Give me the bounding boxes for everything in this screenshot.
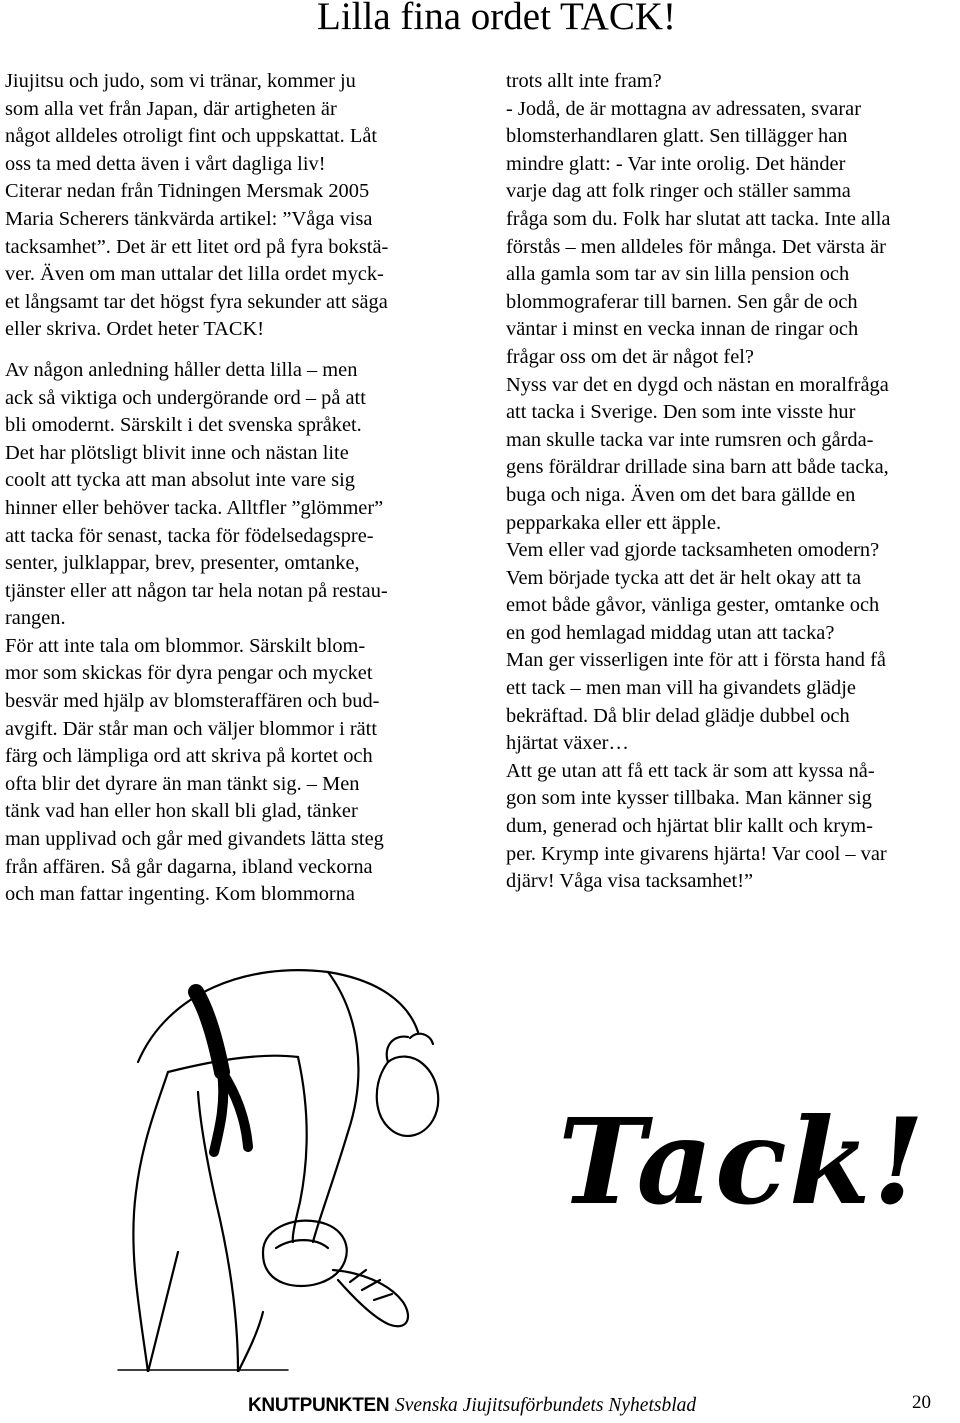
text-line: dum, generad och hjärtat blir kallt och krym-: [506, 815, 873, 838]
text-line: per. Krymp inte givarens hjärta! Var cool – var: [506, 842, 887, 865]
text-line: bekräftad. Då blir delad glädje dubbel och: [506, 704, 850, 727]
text-line: en god hemlagad middag utan att tacka?: [506, 621, 835, 644]
text-line: och man fattar ingenting. Kom blommorna: [5, 883, 355, 906]
text-line: Det har plötsligt blivit inne och nästan lite: [5, 441, 349, 464]
text-line: Att ge utan att få ett tack är som att kyssa nå-: [506, 759, 875, 782]
text-line: man upplivad och går med givandets lätta steg: [5, 828, 384, 851]
page-footer: [0, 1392, 960, 1422]
text-line: Vem började tycka att det är helt okay att ta: [506, 566, 861, 589]
text-line: något alldeles otroligt fint och uppskattat. Låt: [5, 125, 378, 148]
text-line: emot både gåvor, vänliga gester, omtanke och: [506, 594, 880, 617]
text-line: frågar oss om det är något fel?: [506, 345, 754, 368]
article-title: Lilla fina ordet TACK!: [317, 0, 676, 38]
text-line: hjärtat växer…: [506, 732, 629, 755]
text-line: bli omodernt. Särskilt i det svenska språket.: [5, 414, 362, 437]
text-line: ofta blir det dyrare än man tänkt sig. – Men: [5, 772, 360, 795]
text-line: mor som skickas för dyra pengar och mycket: [5, 662, 373, 685]
text-line: oss ta med detta även i vårt dagliga liv!: [5, 152, 326, 175]
text-line: gens föräldrar drillade sina barn att både tacka,: [506, 456, 889, 479]
text-line: blommograferar till barnen. Sen går de och: [506, 290, 858, 313]
text-line: För att inte tala om blommor. Särskilt blom-: [5, 634, 366, 657]
publication-subtitle: Svenska Jiujitsuförbundets Nyhetsblad: [395, 1395, 697, 1416]
text-line: tänk vad han eller hon skall bli glad, tänker: [5, 800, 358, 823]
text-line: et långsamt tar det högst fyra sekunder att säga: [5, 290, 388, 313]
bowing-judoka-illustration: [88, 952, 927, 1372]
text-line: eller skriva. Ordet heter TACK!: [5, 318, 265, 341]
text-line: besvär med hjälp av blomsteraffären och bud-: [5, 690, 380, 713]
text-line: fråga som du. Folk har slutat att tacka. Inte alla: [506, 207, 891, 230]
text-line: Maria Scherers tänkvärda artikel: ”Våga visa: [5, 207, 373, 230]
tack-script-text: Tack!: [558, 1092, 927, 1231]
text-line: man skulle tacka var inte rumsren och gårda-: [506, 428, 874, 451]
text-line: ett tack – men man vill ha givandets glädje: [506, 677, 856, 700]
text-line: hinner eller behöver tacka. Alltfler ”glömmer”: [5, 496, 384, 519]
text-line: tjänster eller att någon tar hela notan på restau-: [5, 579, 388, 602]
text-line: Citerar nedan från Tidningen Mersmak 2005: [5, 180, 370, 203]
text-line: buga och niga. Även om det bara gällde en: [506, 483, 856, 506]
text-line: ver. Även om man uttalar det lilla ordet myck-: [5, 263, 384, 286]
text-line: varje dag att folk ringer och ställer samma: [506, 180, 851, 203]
text-line: blomsterhandlaren glatt. Sen tillägger han: [506, 125, 848, 148]
text-line: tacksamhet”. Det är ett litet ord på fyra bokstä-: [5, 235, 389, 258]
text-line: avgift. Där står man och väljer blommor i rätt: [5, 717, 378, 740]
text-line: färg och lämpliga ord att skriva på kortet och: [5, 745, 373, 768]
text-line: Man ger visserligen inte för att i första hand få: [506, 649, 886, 672]
text-line: coolt att tycka att man absolut inte vare sig: [5, 469, 355, 492]
paragraph-gap: [5, 344, 457, 357]
text-line: ack så viktiga och undergörande ord – på att: [5, 386, 366, 409]
text-line: rangen.: [5, 607, 66, 630]
publication-brand: KNUTPUNKTEN: [248, 1395, 390, 1416]
text-line: djärv! Våga visa tacksamhet!”: [506, 870, 754, 893]
text-line: att tacka för senast, tacka för födelsedagspre-: [5, 524, 374, 547]
text-line: Nyss var det en dygd och nästan en moralfråga: [506, 373, 889, 396]
text-line: Jiujitsu och judo, som vi tränar, kommer ju: [5, 70, 356, 92]
text-line: senter, julklappar, brev, presenter, omtanke,: [5, 552, 360, 575]
text-line: Vem eller vad gjorde tacksamheten omodern?: [506, 539, 880, 562]
text-line: - Jodå, de är mottagna av adressaten, svarar: [506, 97, 861, 120]
text-line: Av någon anledning håller detta lilla – men: [5, 358, 358, 381]
text-line: gon som inte kysser tillbaka. Man känner sig: [506, 787, 872, 810]
page-number: 20: [912, 1392, 931, 1413]
text-line: från affären. Så går dagarna, ibland veckorna: [5, 855, 373, 878]
text-line: alla gamla som tar av sin lilla pension och: [506, 263, 850, 286]
right-column: [506, 68, 958, 896]
text-line: väntar i minst en vecka innan de ringar och: [506, 318, 859, 341]
text-line: pepparkaka eller ett äpple.: [506, 511, 722, 534]
text-line: förstås – men alldeles för många. Det värsta är: [506, 235, 886, 258]
left-column: [5, 68, 457, 909]
text-line: mindre glatt: - Var inte orolig. Det händer: [506, 152, 846, 175]
text-line: att tacka i Sverige. Den som inte visste hur: [506, 401, 856, 424]
text-line: som alla vet från Japan, där artigheten är: [5, 97, 337, 120]
text-line: trots allt inte fram?: [506, 70, 662, 92]
